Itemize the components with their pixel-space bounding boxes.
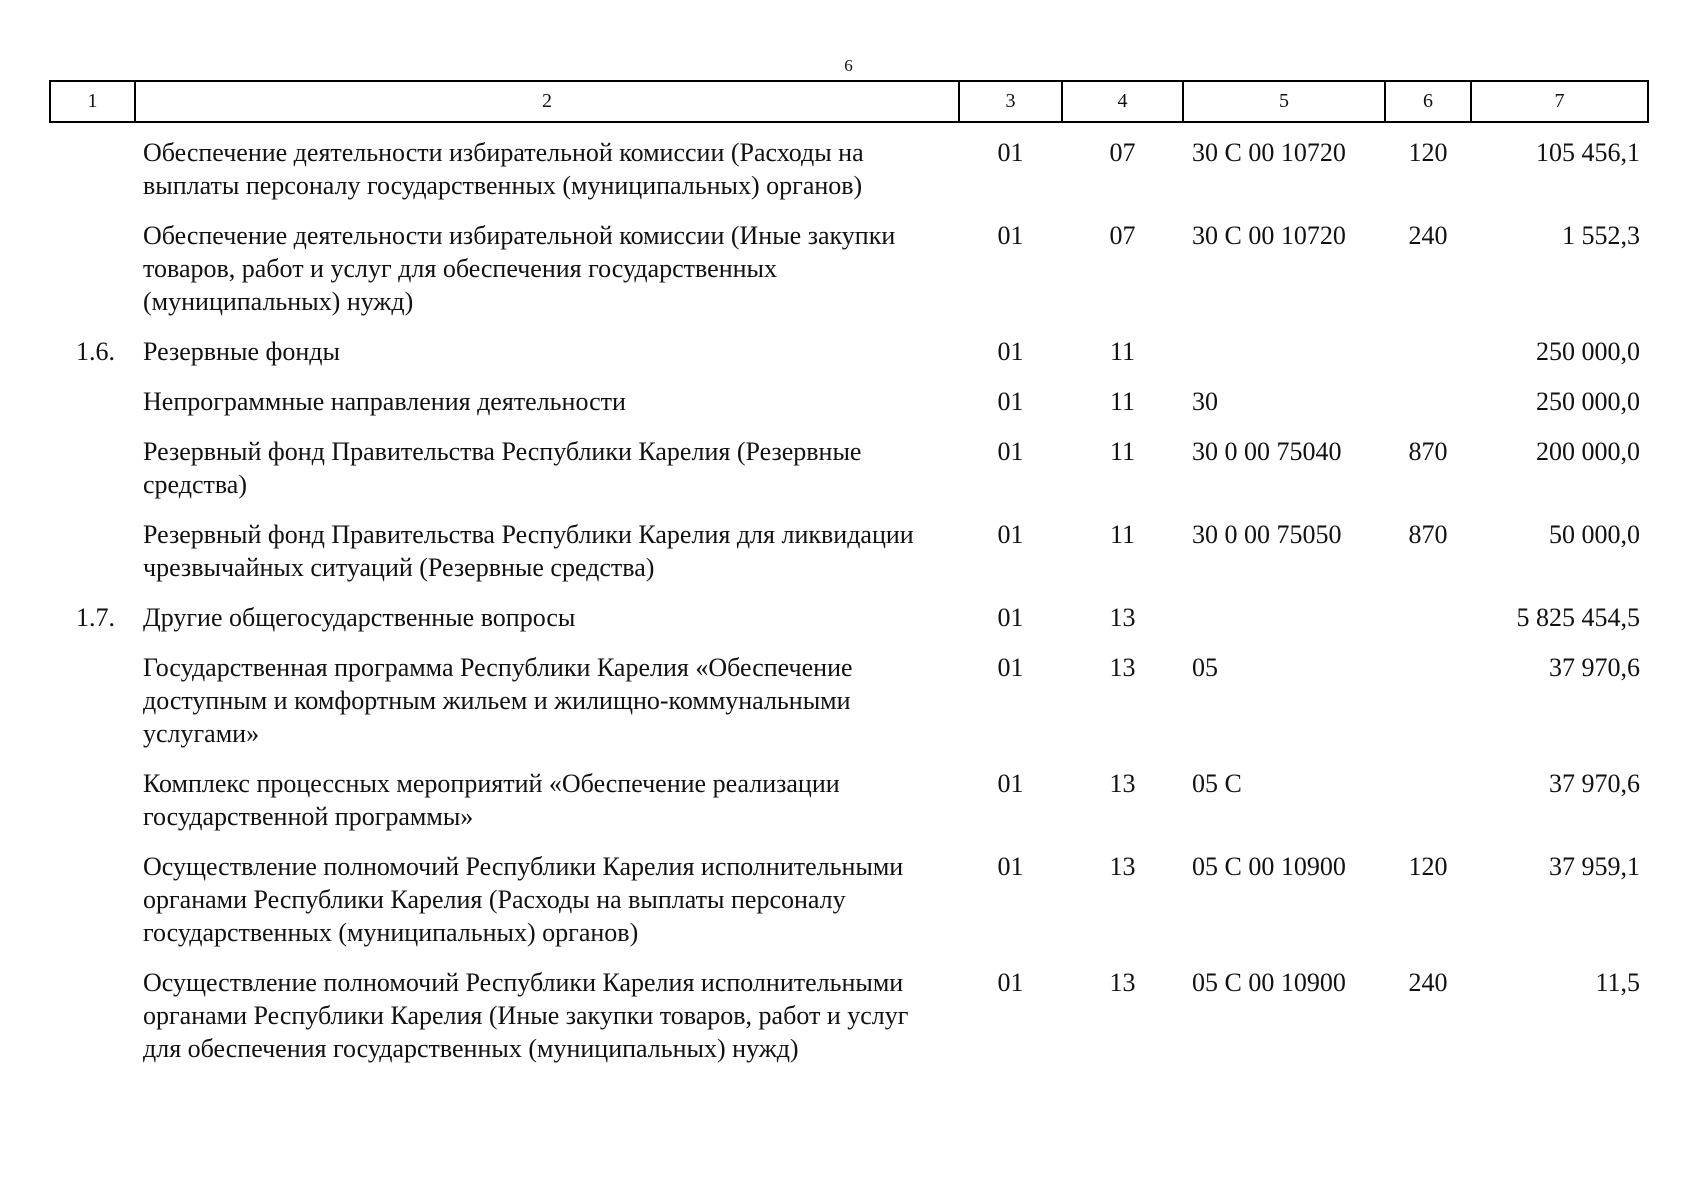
section-code: 01 (997, 437, 1024, 466)
expense-name: Непрограммные направления деятельности (143, 387, 626, 416)
subsection-code: 13 (1109, 968, 1136, 997)
expense-name: Обеспечение деятельности избирательной комиссии (Расходы на выплаты персоналу государственных (муниципальных) органов) (143, 138, 864, 200)
row-number (50, 122, 135, 214)
amount: 37 959,1 (1549, 852, 1640, 881)
amount: 250 000,0 (1536, 387, 1640, 416)
table-row (50, 596, 1648, 646)
column-number: 2 (135, 81, 959, 122)
target-article-code: 30 0 00 75050 (1192, 520, 1342, 549)
subsection-code: 13 (1109, 769, 1136, 798)
table-row (50, 330, 1648, 380)
target-article-code (1183, 330, 1385, 380)
expense-type-code (1385, 330, 1471, 380)
section-code: 01 (997, 387, 1024, 416)
expense-name: Осуществление полномочий Республики Карелия исполнительными органами Республики Карелия (Расходы на выплаты персоналу государственных (муниципальных) органов) (143, 852, 904, 947)
target-article-code: 05 С 00 10900 (1192, 968, 1346, 997)
expense-type-code: 240 (1408, 221, 1448, 250)
subsection-code: 11 (1109, 520, 1136, 549)
section-code: 01 (997, 653, 1024, 682)
expense-name: Обеспечение деятельности избирательной комиссии (Иные закупки товаров, работ и услуг для обеспечения государственных (муниципальных) нужд) (143, 221, 896, 316)
target-article-code: 30 С 00 10720 (1192, 221, 1346, 250)
subsection-code: 11 (1109, 337, 1136, 366)
column-number: 7 (1471, 81, 1648, 122)
table-row (50, 845, 1648, 961)
row-number (50, 513, 135, 596)
column-number: 1 (50, 81, 135, 122)
amount: 37 970,6 (1549, 653, 1640, 682)
expense-name: Резервный фонд Правительства Республики Карелия для ликвидации чрезвычайных ситуаций (Резервные средства) (143, 520, 914, 582)
expense-name: Резервный фонд Правительства Республики Карелия (Резервные средства) (143, 437, 862, 499)
target-article-code: 05 С (1192, 769, 1242, 798)
table-body (50, 122, 1648, 1077)
row-number (50, 845, 135, 961)
subsection-code: 11 (1109, 387, 1136, 416)
target-article-code: 30 (1192, 387, 1218, 416)
section-code: 01 (997, 769, 1024, 798)
section-code: 01 (997, 603, 1024, 632)
amount: 200 000,0 (1536, 437, 1640, 466)
table-row (50, 762, 1648, 845)
table-row (50, 430, 1648, 513)
section-code: 01 (997, 138, 1024, 167)
expense-name: Комплекс процессных мероприятий «Обеспечение реализации государственной программы» (143, 769, 840, 831)
table-row (50, 646, 1648, 762)
expense-name: Другие общегосударственные вопросы (143, 603, 576, 632)
section-code: 01 (997, 520, 1024, 549)
expense-type-code: 870 (1408, 437, 1448, 466)
expense-type-code (1385, 646, 1471, 762)
expense-name: Резервные фонды (143, 337, 340, 366)
target-article-code: 30 0 00 75040 (1192, 437, 1342, 466)
subsection-code: 13 (1109, 852, 1136, 881)
table-row (50, 961, 1648, 1077)
target-article-code: 30 С 00 10720 (1192, 138, 1346, 167)
subsection-code: 11 (1109, 437, 1136, 466)
row-number (50, 380, 135, 430)
column-number-header-row (50, 81, 1648, 122)
amount: 11,5 (1595, 968, 1640, 997)
target-article-code: 05 С 00 10900 (1192, 852, 1346, 881)
row-number (50, 646, 135, 762)
row-number (50, 762, 135, 845)
expense-type-code: 120 (1408, 138, 1448, 167)
page-number: 6 (844, 56, 853, 75)
amount: 5 825 454,5 (1516, 603, 1640, 632)
column-number: 3 (959, 81, 1062, 122)
target-article-code: 05 (1192, 653, 1218, 682)
subsection-code: 13 (1109, 603, 1136, 632)
column-number: 6 (1385, 81, 1471, 122)
expense-type-code (1385, 380, 1471, 430)
subsection-code: 13 (1109, 653, 1136, 682)
subsection-code: 07 (1109, 138, 1136, 167)
amount: 105 456,1 (1536, 138, 1640, 167)
budget-table (49, 80, 1649, 1077)
table-row (50, 122, 1648, 214)
section-code: 01 (997, 221, 1024, 250)
expense-name: Государственная программа Республики Карелия «Обеспечение доступным и комфортным жильем и жилищно-коммунальными услугами» (143, 653, 853, 748)
target-article-code (1183, 596, 1385, 646)
subsection-code: 07 (1109, 221, 1136, 250)
expense-type-code: 120 (1408, 852, 1448, 881)
expense-type-code: 240 (1408, 968, 1448, 997)
expense-type-code (1385, 596, 1471, 646)
row-number (50, 430, 135, 513)
row-number (50, 214, 135, 330)
amount: 37 970,6 (1549, 769, 1640, 798)
row-number: 1.6. (76, 337, 115, 366)
table-row (50, 380, 1648, 430)
section-code: 01 (997, 968, 1024, 997)
column-number: 5 (1183, 81, 1385, 122)
expense-type-code (1385, 762, 1471, 845)
amount: 250 000,0 (1536, 337, 1640, 366)
expense-type-code: 870 (1408, 520, 1448, 549)
table-row (50, 513, 1648, 596)
expense-name: Осуществление полномочий Республики Карелия исполнительными органами Республики Карелия (Иные закупки товаров, работ и услуг для обеспечения государственных (муниципальных) нужд) (143, 968, 909, 1063)
column-number: 4 (1062, 81, 1183, 122)
amount: 1 552,3 (1562, 221, 1640, 250)
table-row (50, 214, 1648, 330)
section-code: 01 (997, 852, 1024, 881)
section-code: 01 (997, 337, 1024, 366)
row-number: 1.7. (76, 603, 115, 632)
row-number (50, 961, 135, 1077)
amount: 50 000,0 (1549, 520, 1640, 549)
